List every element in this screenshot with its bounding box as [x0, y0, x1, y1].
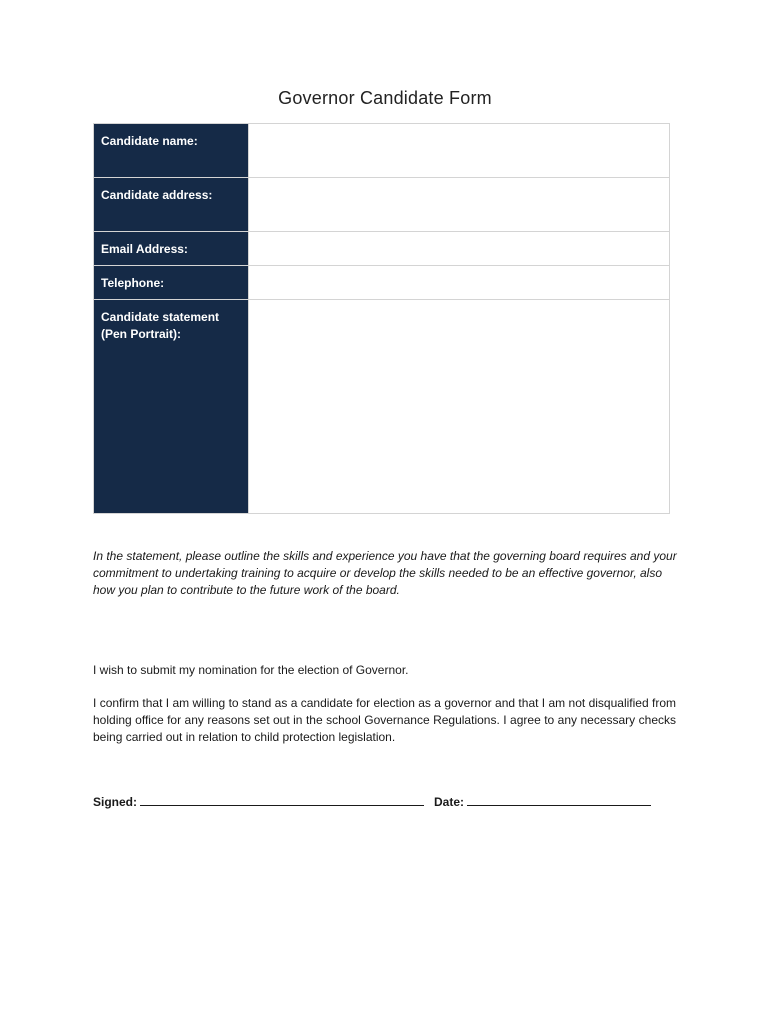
form-title: Governor Candidate Form	[278, 88, 492, 108]
form-row-email	[94, 232, 670, 266]
email-address-field[interactable]	[249, 232, 670, 266]
signed-label: Signed:	[93, 795, 137, 809]
candidate-statement-label: Candidate statement (Pen Portrait):	[94, 300, 249, 514]
signature-field[interactable]	[140, 793, 424, 806]
form-row-candidate-statement	[94, 300, 670, 514]
form-row-candidate-name	[94, 124, 670, 178]
candidate-statement-field[interactable]	[249, 300, 670, 514]
email-address-label: Email Address:	[94, 232, 249, 266]
form-row-candidate-address	[94, 178, 670, 232]
telephone-field[interactable]	[249, 266, 670, 300]
statement-instructions: In the statement, please outline the skills and experience you have that the governing board requires and your commitment to undertaking training to acquire or develop the skills needed to be an effective governor, also how you plan to contribute to the future work of the board.	[93, 549, 677, 597]
candidate-name-field[interactable]	[249, 124, 670, 178]
candidate-address-field[interactable]	[249, 178, 670, 232]
date-field[interactable]	[467, 793, 651, 806]
candidate-address-label: Candidate address:	[94, 178, 249, 232]
form-row-telephone	[94, 266, 670, 300]
date-label: Date:	[434, 795, 465, 809]
candidate-form-table	[93, 123, 670, 514]
candidate-name-label: Candidate name:	[94, 124, 249, 178]
nomination-statement: I wish to submit my nomination for the election of Governor.	[93, 663, 409, 677]
telephone-label: Telephone:	[94, 266, 249, 300]
signature-line	[93, 793, 651, 811]
confirmation-statement: I confirm that I am willing to stand as a candidate for election as a governor and that I am not disqualified from holding office for any reasons set out in the school Governance Regulations. I agree to any necessary checks being carried out in relation to child protection legislation.	[93, 696, 676, 744]
